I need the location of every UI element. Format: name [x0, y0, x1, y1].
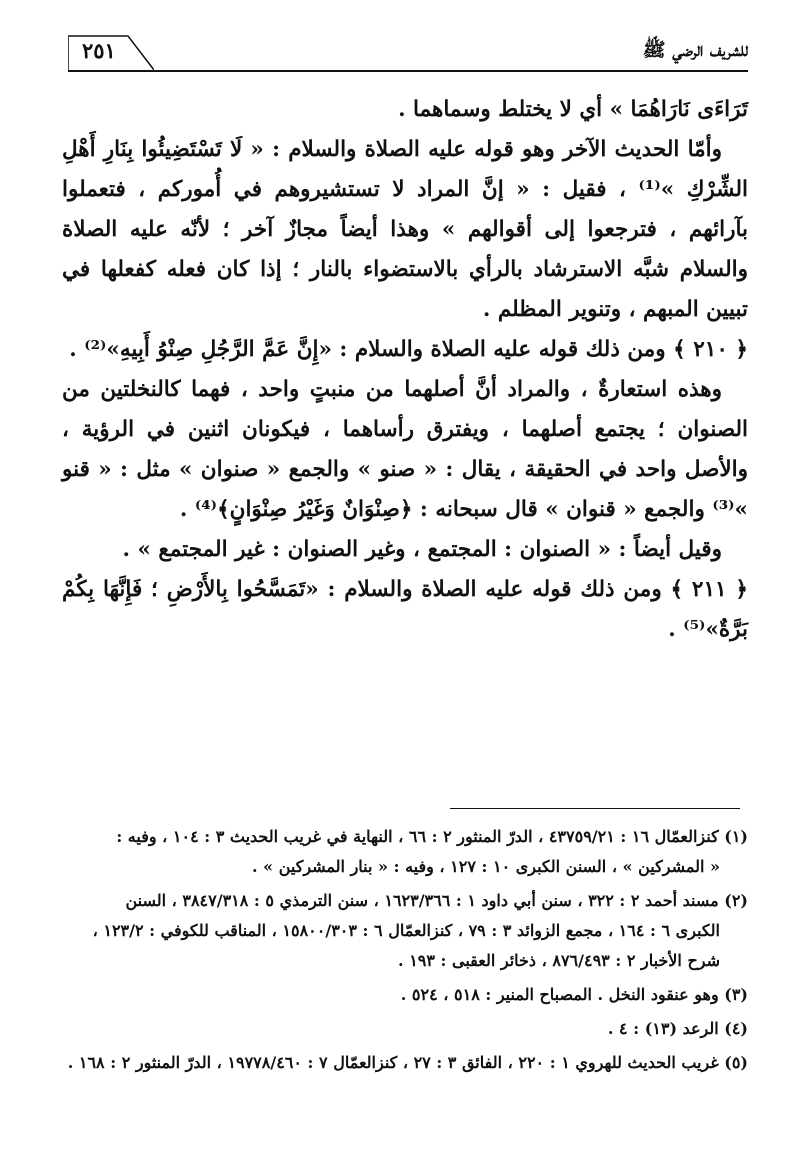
hadith-210: ﴿ ٢١٠ ﴾ ومن ذلك قوله عليه الصلاة والسلام : «إِنَّ عَمَّ الرَّجُلِ صِنْوُ أَبِيهِ»⁽²⁾ . — [69, 337, 748, 362]
page-number: ٢٥١ — [82, 38, 116, 63]
main-text — [62, 90, 748, 650]
footnote-2-line-1: (٢) مسند أحمد ٢ : ٣٢٢ ، سنن أبي داود ١ : ١٦٢٣/٣٦٦ ، سنن الترمذي ٥ : ٣٨٤٧/٣١٨ ، السنن — [125, 891, 748, 910]
footnote-5: (٥) غريب الحديث للهروي ١ : ٢٢٠ ، الفائق ٣ : ٢٧ ، كنزالعمّال ٧ : ١٩٧٧٨/٤٦٠ ، الدرّ المنثور ٢ : ١٦٨ . — [67, 1053, 748, 1072]
footnotes — [62, 822, 748, 1082]
footnote-2-line-2: الكبرى ٦ : ١٦٤ ، مجمع الزوائد ٣ : ٧٩ ، كنزالعمّال ٦ : ١٥٨٠٠/٣٠٣ ، المناقب للكوفي : ١٢٣/٢ ، — [92, 921, 720, 940]
footnote-3: (٣) وهو عنقود النخل . المصباح المنير : ٥١٨ ، ٥٢٤ . — [400, 985, 748, 1004]
paragraph-5: وقيل أيضاً : « الصنوان : المجتمع ، وغير الصنوان : غير المجتمع » . — [122, 537, 722, 562]
paragraph-1: تَرَاءَى نَارَاهُمَا » أي لا يختلط وسماهما . — [398, 97, 748, 122]
footnote-1-line-2: « المشركين » ، السنن الكبرى ١٠ : ١٢٧ ، وفيه : « بنار المشركين » . — [251, 857, 720, 876]
footnote-4: (٤) الرعد (١٣) : ٤ . — [607, 1019, 748, 1038]
hadith-211: ﴿ ٢١١ ﴾ ومن ذلك قوله عليه الصلاة والسلام : «تَمَسَّحُوا بِالأَرْضِ ؛ فَإِنَّهَا بِكُمْ بَرَّةٌ»⁽⁵⁾ . — [62, 577, 748, 642]
running-title: للشريف الرضي ﷺ — [642, 39, 748, 61]
page-header — [68, 28, 748, 72]
footnote-1 — [62, 822, 748, 882]
header-rule — [68, 70, 748, 72]
footnote-2-line-3: شرح الأخبار ٢ : ٨٧٦/٤٩٣ ، ذخائر العقبى : ١٩٣ . — [398, 951, 720, 970]
paragraph-4: وهذه استعارةٌ ، والمراد أنَّ أصلهما من منبتٍ واحد ، فهما كالنخلتين من الصنوان ؛ يجتمع أصلهما ، ويفترق رأساهما ، فيكونان اثنين في الرؤية ، والأصل واحد في الحقيقة ، يقال : « صنو » والجمع « صنوان » مثل : « قنو »⁽³⁾ والجمع « قنوان » قال سبحانه : ﴿صِنْوَانٌ وَغَيْرُ صِنْوَانٍ﴾⁽⁴⁾ . — [62, 377, 748, 522]
paragraph-2: وأمّا الحديث الآخر وهو قوله عليه الصلاة والسلام : « لَا تَسْتَضِيئُوا بِنَارِ أَهْلِ الشِّرْكِ »⁽¹⁾ ، فقيل : « إنَّ المراد لا تستشيروهم في أُموركم ، فتعملوا بآرائهم ، فترجعوا إلى أقوالهم » وهذا أيضاً مجازٌ آخر ؛ لأنّه عليه الصلاة والسلام شبَّه الاسترشاد بالرأي بالاستضواء بالنار ؛ إذا كان فعله كفعلها في تبيين المبهم ، وتنوير المظلم . — [62, 137, 748, 322]
footnote-2 — [62, 886, 748, 976]
footnote-1-line-1: (١) كنزالعمّال ١٦ : ٤٣٧٥٩/٢١ ، الدرّ المنثور ٢ : ٦٦ ، النهاية في غريب الحديث ٣ : ١٠٤ ، وفيه : — [116, 827, 748, 846]
footnote-separator — [450, 808, 740, 809]
